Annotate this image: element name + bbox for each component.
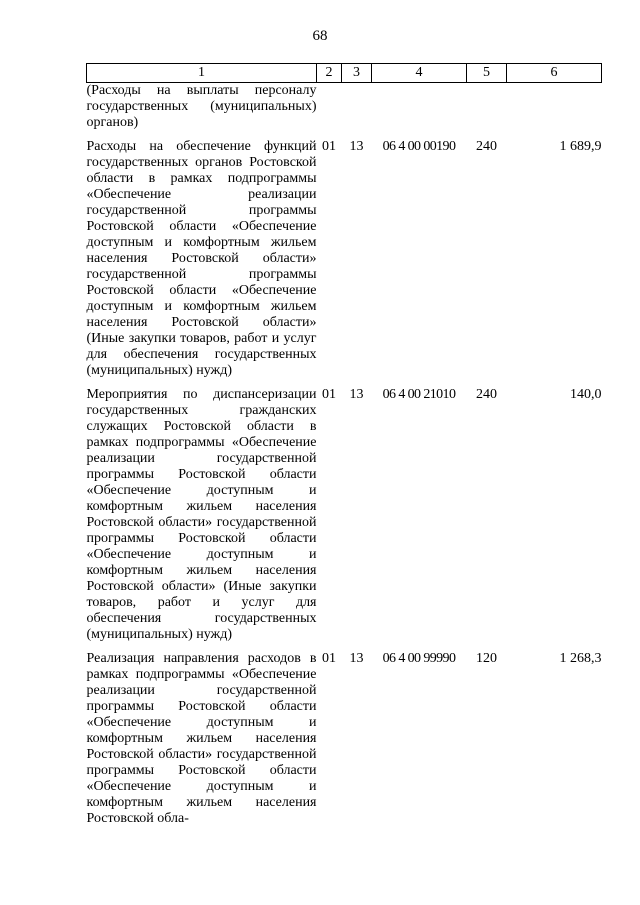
target-article-code: 06 4 00 00190 [382,139,456,154]
table-header-row [87,64,602,83]
amount [507,83,602,140]
amount: 140,0 [570,387,602,402]
subsection-code: 13 [349,387,364,402]
expense-type-code: 120 [476,651,497,666]
table-row [87,651,602,827]
page-number: 68 [312,28,328,44]
column-header: 6 [507,64,602,83]
subsection-code [342,83,372,140]
section-code: 01 [322,139,336,154]
expense-type-code: 240 [476,139,497,154]
target-article-code [372,83,467,140]
column-header: 5 [467,64,507,83]
expense-type-code [467,83,507,140]
target-article-code: 06 4 00 99990 [382,651,456,666]
column-header: 3 [342,64,372,83]
section-code [317,83,342,140]
row-description: Расходы на обеспечение функций государственных органов Ростовской области в рамках подпрограммы «Обеспечение реализации государственной программы Ростовской области «Обеспечение доступным и комфортным жильем населения Ростовской области» государственной программы Ростовской области «Обеспечение доступным и комфортным жильем населения Ростовской области» (Иные закупки товаров, работ и услуг для обеспечения государственных (муниципальных) нужд) [86,139,317,378]
table-row [87,139,602,387]
budget-table [86,63,602,827]
column-header: 4 [372,64,467,83]
section-code: 01 [322,651,336,666]
column-header: 2 [317,64,342,83]
expense-type-code: 240 [476,387,497,402]
table-row [87,83,602,140]
row-description: Мероприятия по диспансеризации государственных гражданских служащих Ростовской области в рамках подпрограммы «Обеспечение реализации государственной программы Ростовской области «Обеспечение доступным и комфортным жильем населения Ростовской области» государственной программы Ростовской области «Обеспечение доступным и комфортным жильем населения Ростовской области» (Иные закупки товаров, работ и услуг для обеспечения государственных (муниципальных) нужд) [86,387,317,642]
subsection-code: 13 [349,139,364,154]
subsection-code: 13 [349,651,364,666]
table-row [87,387,602,651]
row-description: Реализация направления расходов в рамках подпрограммы «Обеспечение реализации государственной программы Ростовской области «Обеспечение доступным и комфортным жильем населения Ростовской области» государственной программы Ростовской области «Обеспечение доступным и комфортным жильем населения Ростовской обла- [86,651,317,826]
column-header: 1 [87,64,317,83]
target-article-code: 06 4 00 21010 [382,387,456,402]
section-code: 01 [322,387,336,402]
amount: 1 689,9 [559,139,602,154]
amount: 1 268,3 [559,651,602,666]
row-description: (Расходы на выплаты персоналу государственных (муниципальных) органов) [86,83,317,130]
